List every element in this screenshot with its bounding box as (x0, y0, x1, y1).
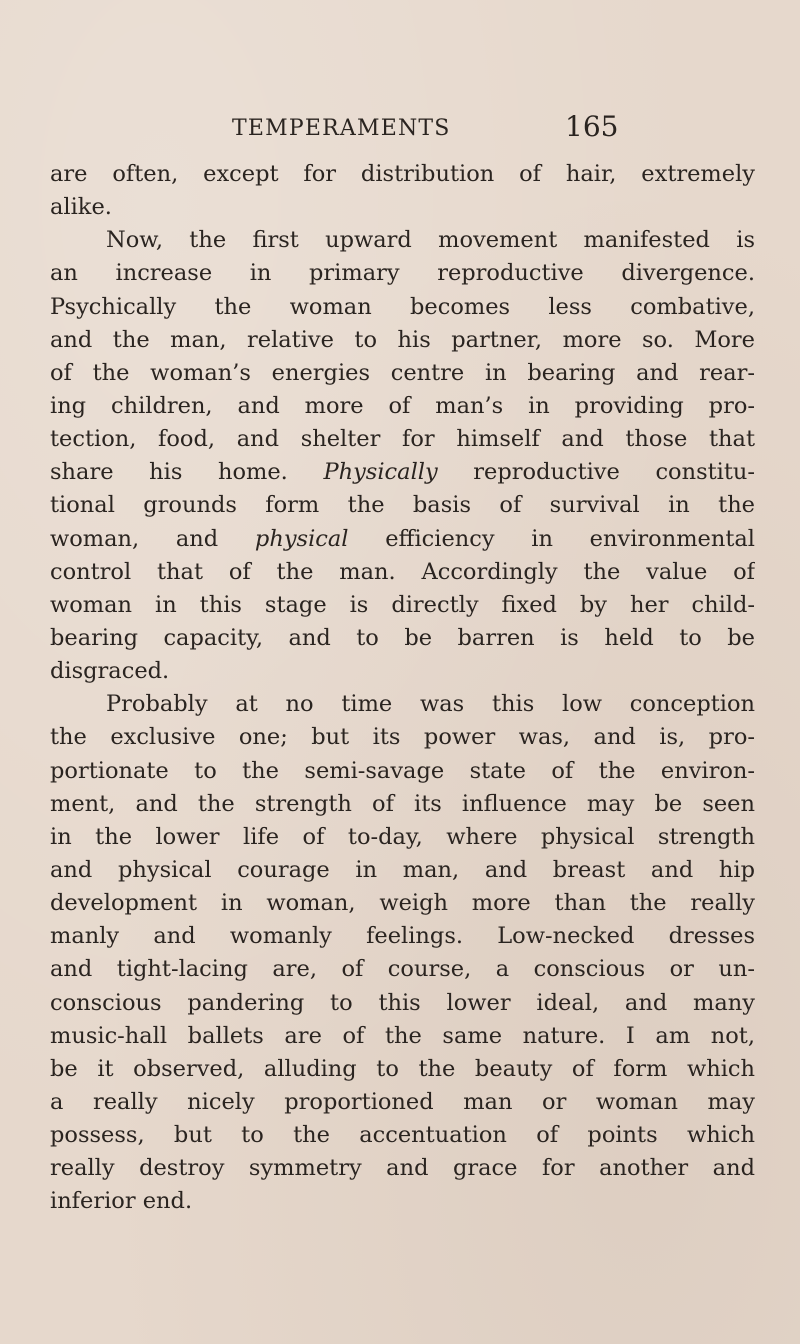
text-line: ment, and the strength of its influence may be seen (50, 790, 755, 817)
text-line: inferior end. (50, 1188, 193, 1215)
text-line: bearing capacity, and to be barren is held to be (50, 624, 755, 651)
text-line: a really nicely proportioned man or woman may (50, 1088, 755, 1115)
running-title: TEMPERAMENTS (232, 116, 451, 141)
text-line: tection, food, and shelter for himself and those that (50, 426, 755, 453)
italic-term: physical (254, 525, 349, 552)
text-line: disgraced. (50, 658, 170, 685)
text-segment: reproductive constitu- (473, 459, 755, 486)
text-line: ing children, and more of man’s in providing pro- (50, 392, 755, 419)
text-line: tional grounds form the basis of survival in the (50, 492, 755, 519)
text-line: and physical courage in man, and breast and hip (50, 856, 755, 883)
text-line: the exclusive one; but its power was, and is, pro- (50, 724, 755, 751)
text-line: and tight-lacing are, of course, a conscious or un- (50, 956, 755, 983)
text-line: Now, the first upward movement manifested is (106, 227, 755, 254)
text-line: conscious pandering to this lower ideal, and many (50, 989, 755, 1016)
text-line: portionate to the semi-savage state of the environ- (50, 757, 755, 784)
text-line: music-hall ballets are of the same nature. I am not, (50, 1022, 755, 1049)
text-line: really destroy symmetry and grace for another and (50, 1155, 755, 1182)
text-line: control that of the man. Accordingly the value of (50, 558, 755, 585)
text-segment: share his home. (50, 459, 288, 486)
text-line: development in woman, weigh more than the really (50, 890, 755, 917)
body-text (50, 158, 755, 1219)
page-number: 165 (565, 110, 619, 143)
text-line (50, 456, 755, 489)
text-line: are often, except for distribution of hair, extremely (50, 161, 755, 187)
text-line (50, 523, 755, 556)
text-segment: efficiency in environmental (385, 525, 755, 552)
text-line: possess, but to the accentuation of points which (50, 1122, 755, 1149)
italic-term: Physically (323, 459, 438, 486)
text-line: alike. (50, 194, 112, 221)
text-line: Psychically the woman becomes less combative, (50, 293, 755, 320)
text-line: manly and womanly feelings. Low-necked dresses (50, 923, 755, 950)
text-line: in the lower life of to-day, where physical strength (50, 823, 755, 850)
text-line: of the woman’s energies centre in bearing and rear- (50, 359, 755, 386)
text-line: woman in this stage is directly fixed by her child- (50, 591, 755, 618)
text-line: and the man, relative to his partner, more so. More (50, 326, 755, 353)
running-head (0, 112, 800, 152)
text-line: Probably at no time was this low conception (106, 691, 755, 718)
text-line: an increase in primary reproductive divergence. (50, 260, 755, 287)
text-segment: woman, and (50, 525, 219, 552)
text-line: be it observed, alluding to the beauty of form which (50, 1055, 755, 1082)
